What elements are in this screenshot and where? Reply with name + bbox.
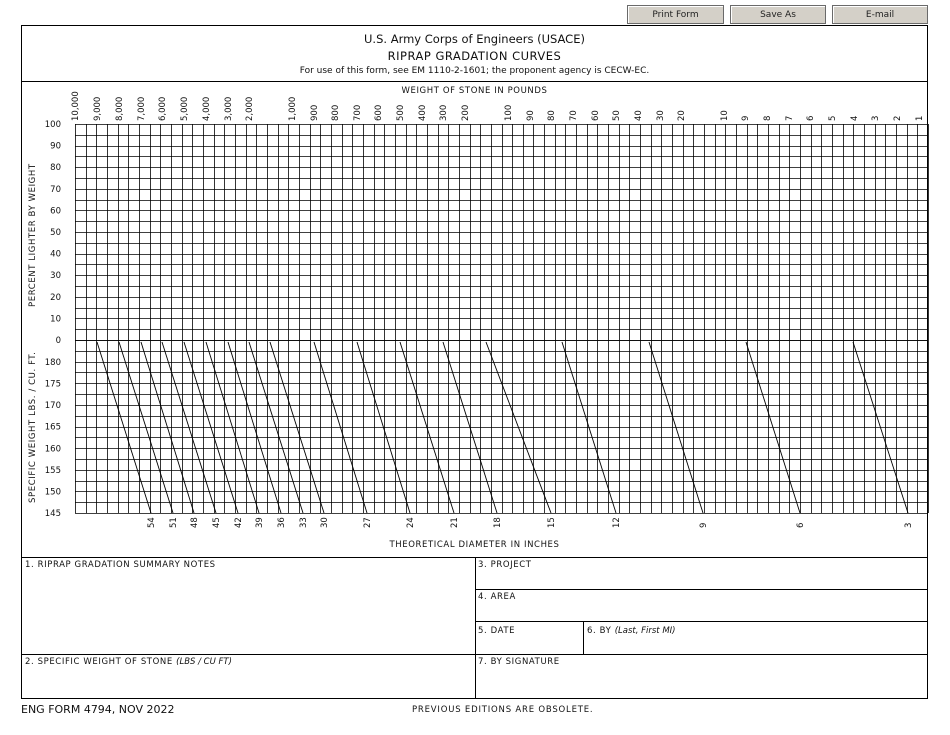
weight-tick-label: 90: [526, 110, 536, 121]
weight-tick-label: 10,000: [71, 91, 81, 121]
weight-tick-label: 3: [871, 115, 881, 121]
diameter-tick-label: 39: [255, 517, 265, 528]
specific-weight-field[interactable]: [22, 669, 474, 698]
notes-field[interactable]: [22, 572, 474, 653]
date-field[interactable]: [476, 637, 582, 653]
weight-tick-label: 1: [915, 115, 925, 121]
area-field[interactable]: [476, 603, 927, 620]
weight-tick-label: 300: [439, 104, 449, 121]
specific-weight-label-text: 2. SPECIFIC WEIGHT OF STONE: [25, 657, 173, 667]
percent-tick-label: 10: [50, 314, 61, 325]
weight-tick-label: 5,000: [180, 96, 190, 121]
weight-tick-label: 100: [504, 104, 514, 121]
specific-weight-tick-label: 155: [44, 465, 61, 476]
weight-tick-label: 3,000: [224, 96, 234, 121]
percent-tick-label: 50: [50, 228, 61, 238]
by-field[interactable]: [584, 637, 927, 653]
diameter-tick-label: 18: [493, 517, 503, 528]
weight-tick-label: 5: [828, 115, 838, 121]
percent-tick-label: 30: [50, 271, 61, 282]
chart-grid: [75, 124, 929, 514]
weight-tick-label: 80: [547, 110, 557, 121]
diameter-tick-label: 21: [450, 517, 460, 528]
percent-ticks: [45, 120, 61, 346]
weight-tick-label: 60: [591, 110, 601, 121]
diameter-tick-label: 9: [699, 522, 709, 528]
diameter-tick-label: 51: [169, 517, 179, 528]
area-label: 4. AREA: [478, 592, 516, 602]
weight-tick-label: 900: [310, 104, 320, 121]
form-title: RIPRAP GRADATION CURVES: [387, 49, 562, 63]
weight-tick-label: 7,000: [137, 96, 147, 121]
chart-title: WEIGHT OF STONE IN POUNDS: [401, 86, 548, 96]
weight-tick-label: 500: [396, 104, 406, 121]
weight-tick-label: 30: [656, 110, 666, 121]
signature-field[interactable]: [476, 669, 927, 698]
specific-weight-label-hint: (LBS / CU FT): [176, 657, 232, 667]
weight-tick-label: 700: [353, 104, 363, 121]
weight-tick-label: 20: [677, 110, 687, 121]
percent-tick-label: 20: [50, 292, 61, 303]
print-form-button[interactable]: Print Form: [627, 5, 724, 24]
weight-tick-label: 7: [785, 115, 795, 121]
weight-tick-label: 2: [893, 115, 903, 121]
specific-weight-label: [25, 657, 232, 667]
specific-weight-tick-label: 170: [44, 401, 61, 412]
weight-tick-label: 600: [374, 104, 384, 121]
weight-tick-label: 800: [331, 104, 341, 121]
obsolete-notice: PREVIOUS EDITIONS ARE OBSOLETE.: [412, 705, 594, 715]
weight-tick-label: 8: [763, 115, 773, 121]
signature-label: 7. BY SIGNATURE: [478, 657, 560, 667]
weight-tick-label: 8,000: [115, 96, 125, 121]
weight-tick-label: 9: [741, 115, 751, 121]
percent-tick-label: 0: [55, 336, 61, 346]
project-field[interactable]: [476, 571, 927, 588]
diameter-tick-label: 33: [299, 517, 309, 528]
form-number: ENG FORM 4794, NOV 2022: [21, 703, 175, 716]
weight-tick-label: 70: [569, 110, 579, 121]
y-axis-label-specific-weight: SPECIFIC WEIGHT LBS. / CU. FT.: [28, 351, 38, 503]
weight-tick-label: 6: [806, 115, 816, 121]
by-label-text: 6. BY: [587, 626, 612, 636]
weight-tick-label: 50: [612, 110, 622, 121]
weight-tick-label: 10: [720, 110, 730, 121]
percent-tick-label: 60: [50, 206, 61, 217]
weight-tick-label: 400: [418, 104, 428, 121]
agency-title: U.S. Army Corps of Engineers (USACE): [364, 32, 585, 46]
save-as-button[interactable]: Save As: [730, 5, 826, 24]
specific-weight-ticks: [45, 358, 61, 519]
percent-tick-label: 80: [50, 163, 61, 174]
email-button[interactable]: E-mail: [832, 5, 928, 24]
diameter-tick-label: 27: [363, 517, 373, 528]
y-axis-label-percent: PERCENT LIGHTER BY WEIGHT: [28, 163, 38, 307]
diameter-ticks: [147, 517, 914, 528]
specific-weight-tick-label: 180: [44, 358, 61, 368]
diameter-tick-label: 54: [147, 517, 157, 528]
weight-tick-label: 1,000: [288, 96, 298, 121]
form-subtitle: For use of this form, see EM 1110-2-1601; the proponent agency is CECW-EC.: [299, 66, 650, 76]
diameter-tick-label: 3: [904, 522, 914, 528]
specific-weight-tick-label: 160: [44, 444, 61, 455]
weight-tick-label: 40: [634, 110, 644, 121]
specific-weight-tick-label: 150: [44, 487, 61, 498]
project-label: 3. PROJECT: [478, 560, 532, 570]
weight-tick-label: 6,000: [158, 96, 168, 121]
weight-tick-label: 200: [461, 104, 471, 121]
diameter-tick-label: 12: [612, 517, 622, 528]
diameter-tick-label: 45: [212, 517, 222, 528]
percent-tick-label: 40: [50, 249, 61, 260]
specific-weight-tick-label: 175: [44, 379, 61, 390]
specific-weight-tick-label: 145: [44, 509, 61, 519]
by-label-hint: (Last, First MI): [614, 626, 676, 636]
percent-tick-label: 70: [50, 184, 61, 195]
weight-tick-label: 4: [850, 115, 860, 121]
date-label: 5. DATE: [478, 626, 516, 636]
diameter-tick-label: 30: [320, 517, 330, 528]
diameter-tick-label: 36: [277, 517, 287, 528]
weight-tick-label: 4,000: [202, 96, 212, 121]
notes-label: 1. RIPRAP GRADATION SUMMARY NOTES: [25, 560, 216, 570]
percent-tick-label: 100: [44, 120, 61, 130]
diameter-tick-label: 6: [796, 522, 806, 528]
diameter-tick-label: 15: [547, 517, 557, 528]
diameter-tick-label: 42: [234, 517, 244, 528]
weight-tick-label: 9,000: [93, 96, 103, 121]
diameter-tick-label: 48: [190, 517, 200, 528]
by-label: [587, 626, 675, 636]
x-axis-label: THEORETICAL DIAMETER IN INCHES: [389, 540, 560, 550]
percent-tick-label: 90: [50, 141, 61, 152]
weight-tick-label: 2,000: [245, 96, 255, 121]
specific-weight-tick-label: 165: [44, 422, 61, 433]
diameter-tick-label: 24: [406, 517, 416, 528]
